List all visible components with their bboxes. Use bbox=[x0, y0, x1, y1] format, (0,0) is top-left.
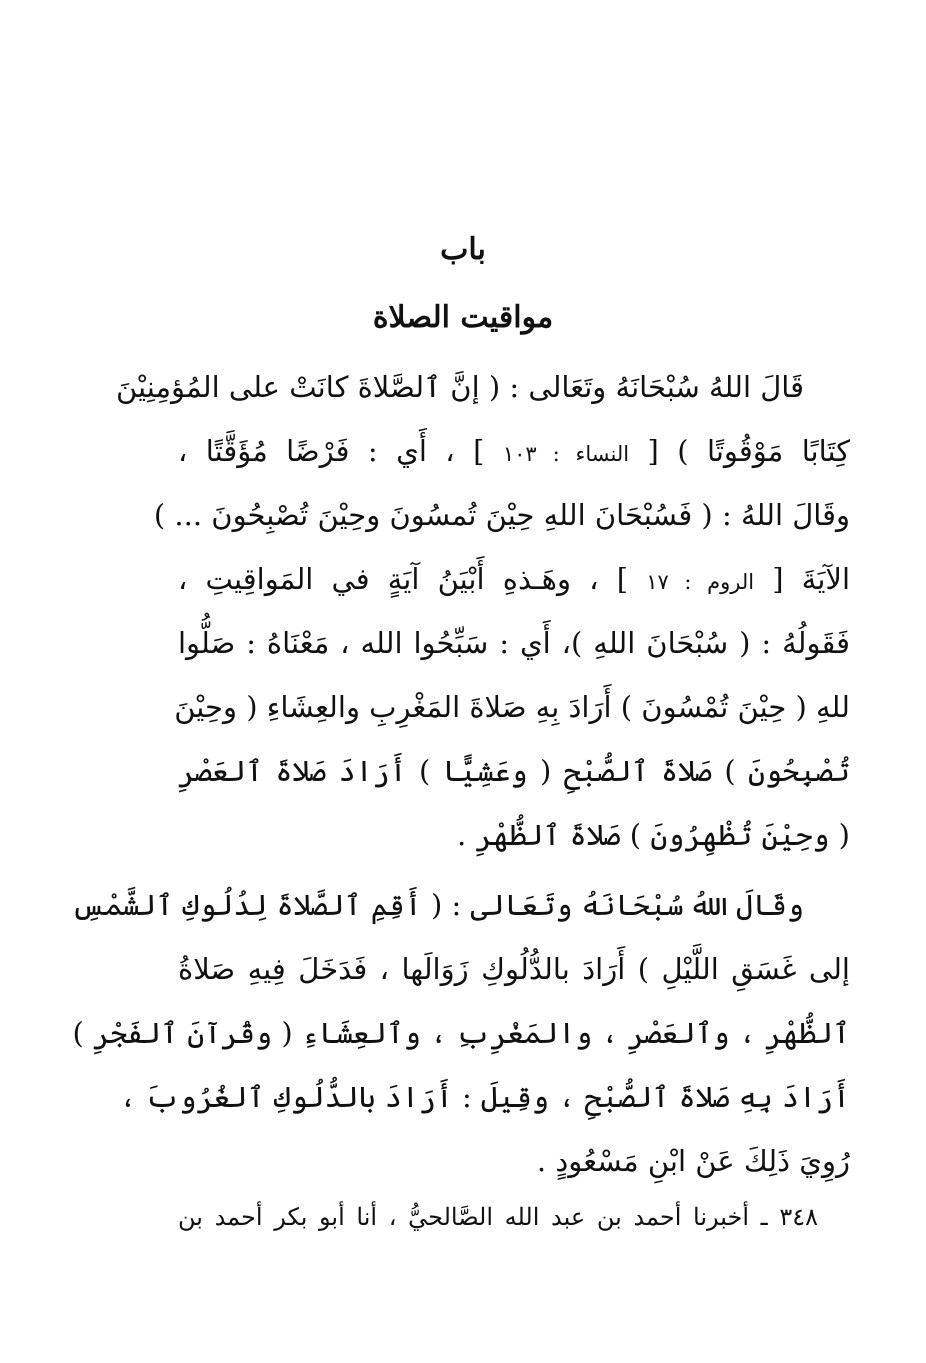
text-line: قَالَ اللهُ سُبْحَانَهُ وتَعَالى : ( إنَّ ٱلصَّلاةَ كانَتْ على المُؤمِنِيْنَ bbox=[115, 370, 804, 404]
text-line bbox=[178, 547, 850, 611]
text-segment: الآيَةَ [ bbox=[772, 562, 850, 596]
quran-citation: الروم : ١٧ bbox=[646, 570, 755, 594]
paragraph-quran-an-nisa bbox=[115, 355, 851, 867]
chapter-label: باب bbox=[440, 232, 486, 267]
text-segment: ] ، وهَـذهِ أَبْيَنُ آيَةٍ في المَواقِيتِ ، bbox=[178, 562, 629, 596]
text-line: وقَالَ اللهُ : ( فَسُبْحَانَ اللهِ حِيْنَ تُمسُونَ وحِيْنَ تُصْبِحُونَ ... ) bbox=[153, 498, 850, 532]
quran-citation: النساء : ١٠٣ bbox=[502, 442, 630, 466]
text-line: رُوِيَ ذَلِكَ عَنْ ابْنِ مَسْعُودٍ . bbox=[536, 1144, 850, 1178]
text-segment: كِتَابًا مَوْقُوتًا ) [ bbox=[647, 434, 851, 468]
text-line: للهِ ( حِيْنَ تُمْسُونَ ) أَرَادَ بِهِ صَلاةَ المَغْرِبِ والعِشَاءِ ( وحِيْنَ bbox=[174, 690, 850, 724]
text-line: أَرَادَ بِهِ صَلاةَ ٱلصُّبْحِ ، وقِيلَ : أَرَادَ بالدُّلُوكِ ٱلغُرُوبَ ، bbox=[119, 1080, 850, 1114]
hadith-isnad-line: ٣٤٨ ـ أخبرنا أحمد بن عبد الله الصَّالحيُّ ، أنا أبو بكر أحمد بن bbox=[178, 1203, 818, 1231]
text-segment: ] ، أَي : فَرْضًا مُؤَقَّتًا ، bbox=[178, 434, 485, 468]
text-line: تُصْبِحُونَ ) صَلاةَ ٱلصُّبْحِ ( وعَشِيًّا ) أَرَادَ صَلاةَ ٱلعَصْرِ bbox=[178, 754, 850, 788]
chapter-title: مواقيت الصلاة bbox=[372, 300, 554, 335]
text-line: إلى غَسَقِ اللَّيْلِ ) أَرَادَ بالدُّلُوكِ زَوَالَها ، فَدَخَلَ فِيهِ صَلاةُ bbox=[178, 952, 850, 986]
text-line: ( وحِيْنَ تُظْهِرُونَ ) صَلاةَ ٱلظُّهْرِ . bbox=[456, 818, 850, 852]
text-line bbox=[178, 419, 850, 483]
text-line: ٱلظُّهْرِ ، وٱلعَصْرِ ، والمَغْرِبِ ، وٱلعِشَاءِ ( وقُرآنَ ٱلفَجْرِ ) bbox=[72, 1016, 850, 1050]
paragraph-quran-al-isra bbox=[71, 873, 850, 1193]
text-line: وقَالَ اللهُ سُبْحَانَهُ وتَعَالى : ( أَقِمِ ٱلصَّلاةَ لِدُلُوكِ ٱلشَّمْسِ bbox=[71, 888, 804, 922]
text-line: فَقَولُهُ : ( سُبْحَانَ اللهِ )، أَي : سَبِّحُوا الله ، مَعْنَاهُ : صَلُّوا bbox=[178, 626, 850, 660]
